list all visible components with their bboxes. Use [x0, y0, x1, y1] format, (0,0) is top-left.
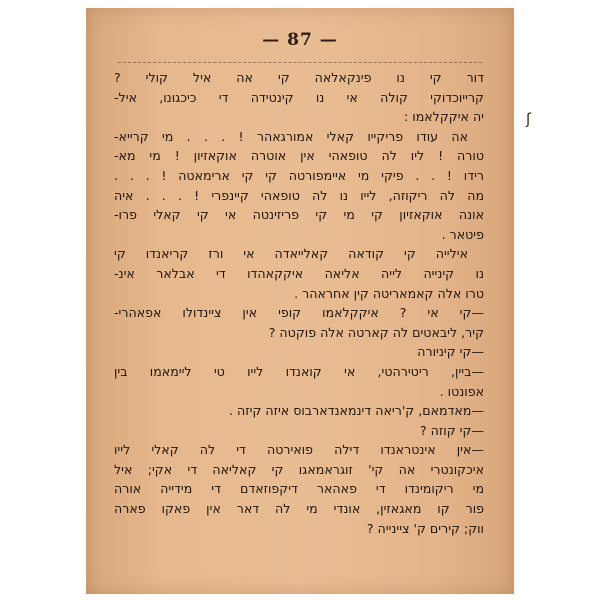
- text-line: איכקונטרי אה קי' זוגראמאגו קי קאליאה די אקי; איל: [114, 461, 484, 477]
- text-line: פור קו מאגאזין, אונדי מי לה דאר אין פאקו פארה: [114, 501, 484, 517]
- text-line: —קי אי ? איקקלאמו קופי אין ציינדולו אפאהרי-: [114, 305, 484, 321]
- text-line: —אין אינטראנדו דילה פואירטה די לה קאלי לייו: [114, 442, 484, 458]
- book-page: [86, 8, 532, 594]
- text-line: ווק; קירים ק' ציינייה ?: [366, 520, 484, 536]
- text-line: פיטאר .: [441, 226, 484, 242]
- text-line: דור קי נו פינקאלאה קי אה איל קולי ?: [114, 70, 484, 85]
- text-line: נו קינייה לייה אליאה איקקאהדו די אבלאר אינ-: [114, 265, 484, 281]
- text-line: טרו אלה קאמאריטה קין אחראהר .: [294, 285, 484, 301]
- text-line: —מאדמאם, ק'ריאה דינמאנדארבוס איזה קיזה .: [229, 403, 484, 419]
- text-line: —קי קיניורה: [417, 344, 484, 360]
- text-line: אפונטו .: [439, 383, 484, 399]
- text-line: —קי קוזה ?: [420, 422, 484, 438]
- page-number: — 87 —: [262, 30, 338, 50]
- margin-mark: ʃ: [526, 110, 532, 128]
- text-line: אונה אוקאזיון קי מי קי פריזינטה אי קי קאלי פרו-: [114, 207, 484, 223]
- header-rule: [118, 62, 482, 63]
- text-line: קרייוכדוקי קולה אי נו קינטידה די כיכגונו, איל-: [114, 89, 484, 105]
- text-line: יה איקקלאמו :: [404, 109, 484, 125]
- text-line: קיר, ליבאטים לה קארטה אלה פוקטה ?: [268, 324, 484, 340]
- text-line: אה עודו פריקייו קאלי אמורגאהר ! . . . מי קרייא-: [114, 128, 468, 144]
- text-line: —ביין, ריטירהטי, אי קואנדו לייו טי ליימאמו בין: [114, 363, 484, 379]
- text-line: אילייה קי קודאה קאלייאדה אי ורז קריאנדו קי: [114, 246, 468, 262]
- text-line: רידו ! . . פיקי מי איימפורטה קי קי ארימאטה ! . . .: [114, 167, 484, 183]
- text-line: מי ריקומינדו די פאהאר דיקפוזאדם די מידייה אורה: [114, 481, 484, 497]
- text-line: מה לה ריקוזה, לייו נו לה טופאהי קיינפרי ! . . . איה: [114, 187, 484, 203]
- body-text: [114, 68, 484, 538]
- text-line: טורה ! ליו לה טופאהי אין אוטרה אוקאזיון ! מי מא-: [114, 148, 484, 164]
